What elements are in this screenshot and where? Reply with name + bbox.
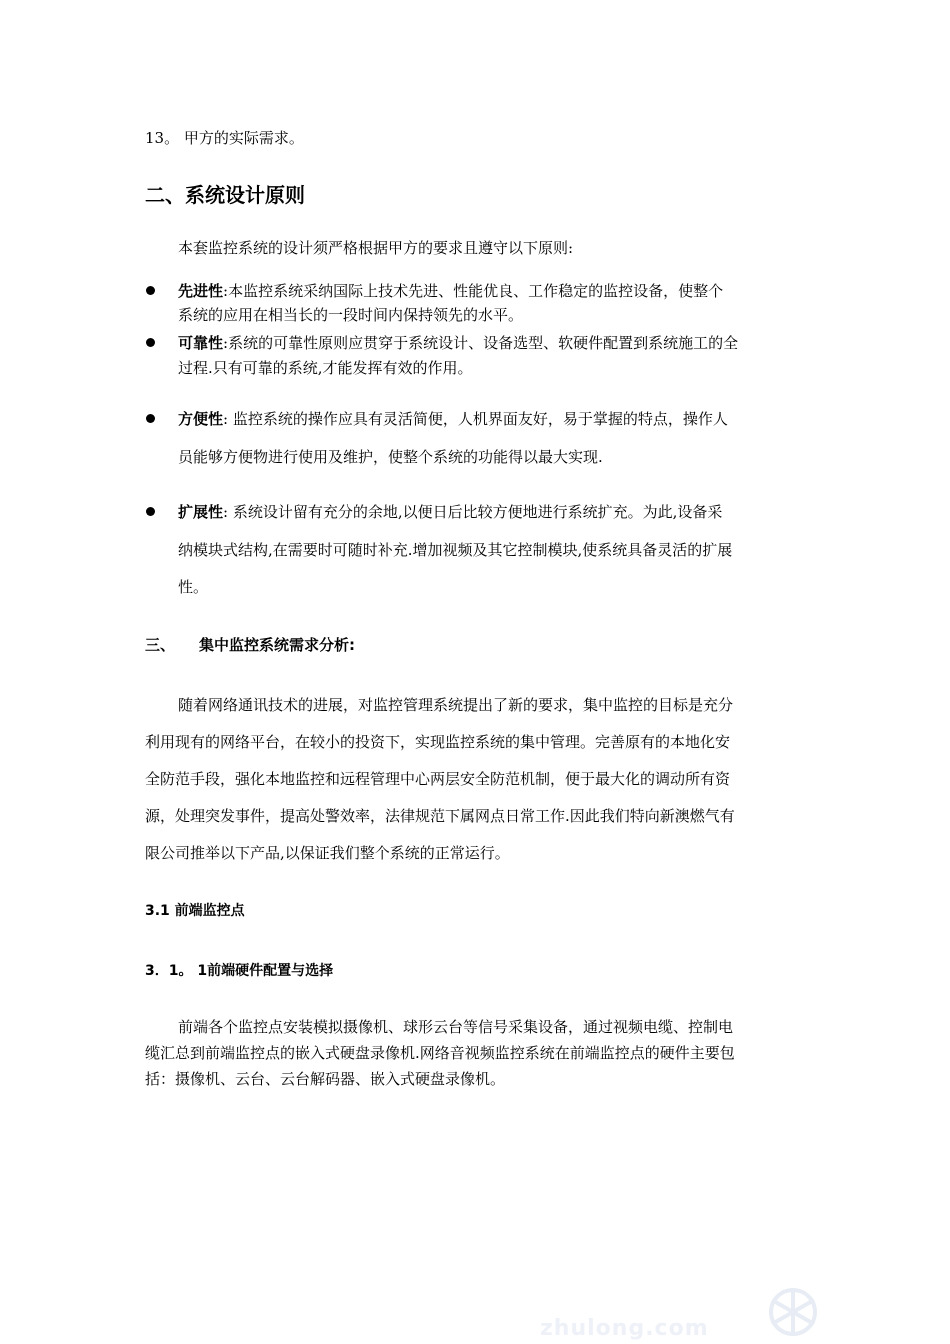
bullet-text-continued: 性。 (178, 578, 209, 596)
list-item-13: 13。 甲方的实际需求。 (145, 129, 304, 147)
snowflake-logo-icon (758, 1278, 828, 1342)
paragraph-line: 利用现有的网络平台，在较小的投资下，实现监控系统的集中管理。完善原有的本地化安 (145, 733, 731, 751)
bullet-dot (146, 414, 155, 423)
bullet-item-line (178, 409, 728, 429)
section-3-heading-number: 三、 (145, 636, 176, 654)
bullet-text: : 监控系统的操作应具有灵活简便，人机界面友好，易于掌握的特点，操作人 (223, 410, 728, 428)
bullet-text-continued: 系统的应用在相当长的一段时间内保持领先的水平。 (178, 306, 524, 324)
paragraph-line: 缆汇总到前端监控点的嵌入式硬盘录像机.网络音视频监控系统在前端监控点的硬件主要包 (145, 1044, 735, 1062)
bullet-text: : 系统设计留有充分的余地,以便日后比较方便地进行系统扩充。为此,设备采 (223, 503, 723, 521)
bullet-text: :本监控系统采纳国际上技术先进、性能优良、工作稳定的监控设备，使整个 (223, 282, 724, 300)
paragraph-line: 源，处理突发事件，提高处警效率，法律规范下属网点日常工作.因此我们特向新澳燃气有 (145, 807, 735, 825)
bullet-dot (146, 338, 155, 347)
subsection-3-1-heading: 3.1 前端监控点 (145, 903, 245, 919)
paragraph-line: 前端各个监控点安装模拟摄像机、球形云台等信号采集设备，通过视频电缆、控制电 (178, 1018, 734, 1036)
subsection-3-1-1-heading: 3．1。 1前端硬件配置与选择 (145, 963, 334, 979)
bullet-text-continued: 过程.只有可靠的系统,才能发挥有效的作用。 (178, 359, 473, 377)
bullet-term: 先进性 (178, 282, 224, 300)
bullet-text: :系统的可靠性原则应贯穿于系统设计、设备选型、软硬件配置到系统施工的全 (223, 334, 739, 352)
paragraph-line: 全防范手段，强化本地监控和远程管理中心两层安全防范机制，便于最大化的调动所有资 (145, 770, 731, 788)
bullet-item-line (178, 333, 738, 353)
bullet-text-continued: 员能够方便物进行使用及维护，使整个系统的功能得以最大实现. (178, 448, 603, 466)
bullet-term: 可靠性 (178, 334, 224, 352)
watermark-text: zhulong.com (540, 1316, 709, 1341)
section-2-heading: 二、系统设计原则 (145, 183, 305, 207)
section-2-intro: 本套监控系统的设计须严格根据甲方的要求且遵守以下原则: (178, 239, 574, 257)
paragraph-line: 随着网络通讯技术的进展，对监控管理系统提出了新的要求，集中监控的目标是充分 (178, 696, 734, 714)
bullet-dot (146, 286, 155, 295)
bullet-item-line (178, 281, 723, 301)
bullet-term: 扩展性 (178, 503, 224, 521)
bullet-dot (146, 507, 155, 516)
section-3-heading: 集中监控系统需求分析: (199, 636, 355, 654)
bullet-item-line (178, 502, 722, 522)
paragraph-line: 括：摄像机、云台、云台解码器、嵌入式硬盘录像机。 (145, 1070, 506, 1088)
bullet-term: 方便性 (178, 410, 224, 428)
paragraph-line: 限公司推举以下产品,以保证我们整个系统的正常运行。 (145, 844, 510, 862)
bullet-text-continued: 纳模块式结构,在需要时可随时补充.增加视频及其它控制模块,使系统具备灵活的扩展 (178, 541, 733, 559)
